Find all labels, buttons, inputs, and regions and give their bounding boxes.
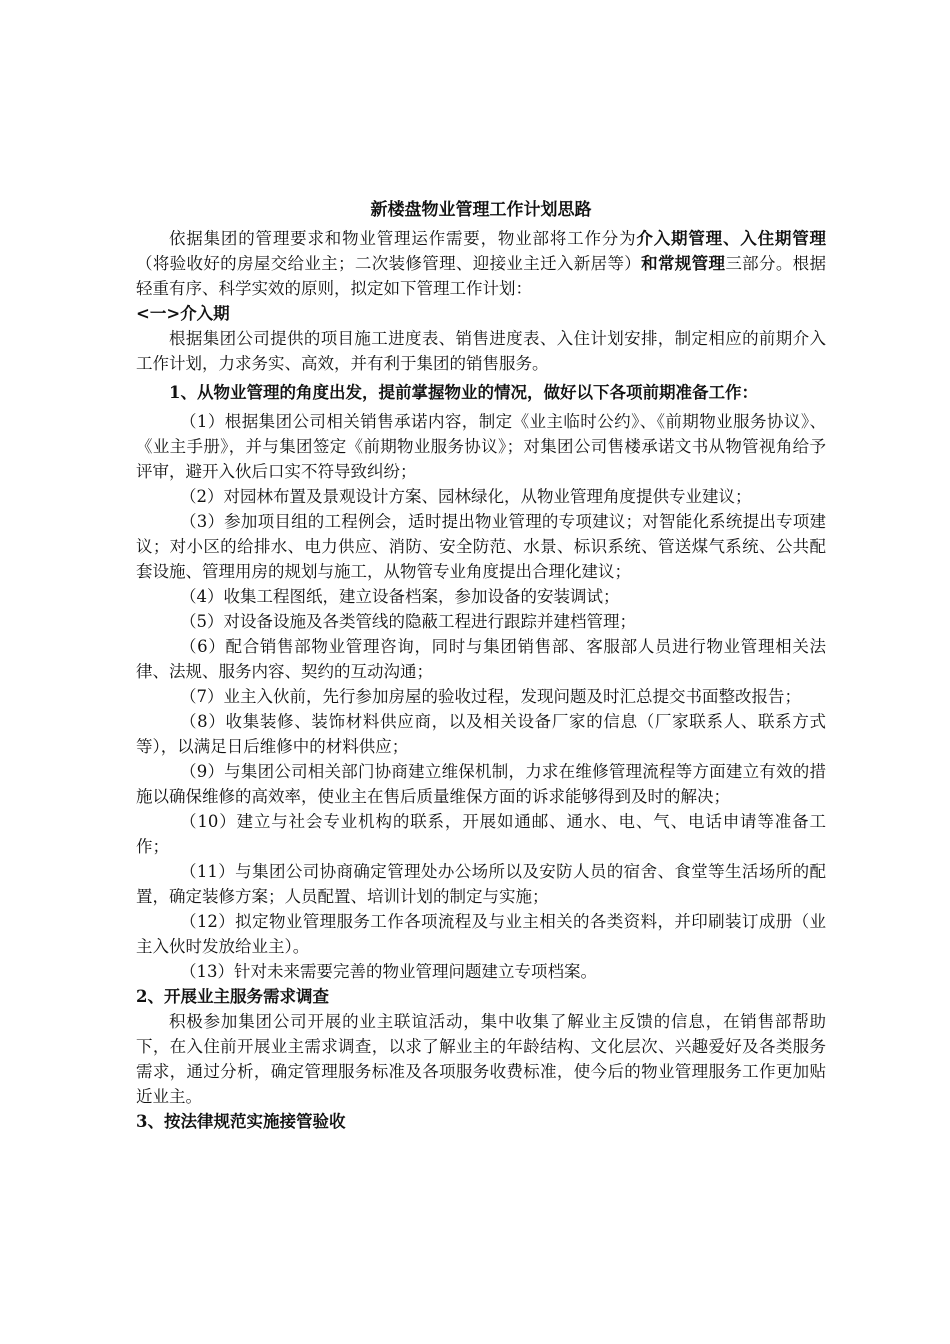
- list-item: （5）对设备设施及各类管线的隐蔽工程进行跟踪并建档管理；: [180, 612, 636, 631]
- preparation-list: [136, 409, 826, 984]
- list-item: （2）对园林布置及景观设计方案、园林绿化，从物业管理角度提供专业建议；: [180, 487, 752, 506]
- document-title: 新楼盘物业管理工作计划思路: [370, 200, 592, 220]
- list-item: （8）收集装修、装饰材料供应商，以及相关设备厂家的信息（厂家联系人、联系方式等），以满足日后维修中的材料供应；: [136, 712, 826, 756]
- list-item: （3）参加项目组的工程例会，适时提出物业管理的专项建议；对智能化系统提出专项建议；对小区的给排水、电力供应、消防、安全防范、水景、标识系统、管送煤气系统、公共配套设施、管理用房的规划与施工，从物管专业角度提出合理化建议；: [136, 512, 826, 581]
- list-item: （6）配合销售部物业管理咨询，同时与集团销售部、客服部人员进行物业管理相关法律、法规、服务内容、契约的互动沟通；: [136, 637, 826, 681]
- document-page: [136, 196, 826, 1134]
- list-item: （4）收集工程图纸，建立设备档案，参加设备的安装调试；: [180, 587, 620, 606]
- list-item: （10）建立与社会专业机构的联系，开展如通邮、通水、电、气、电话申请等准备工作；: [136, 812, 826, 856]
- list-item: （11）与集团公司协商确定管理处办公场所以及安防人员的宿舍、食堂等生活场所的配置，确定装修方案；人员配置、培训计划的制定与实施；: [136, 862, 826, 906]
- intro-text-2: （将验收好的房屋交给业主；二次装修管理、迎接业主迁入新居等）: [136, 254, 642, 273]
- intro-bold-1: 介入期管理、入住期管理: [636, 229, 827, 248]
- section-heading-intervention: <一>介入期: [136, 304, 230, 323]
- intro-paragraph: [136, 226, 826, 301]
- list-item: （12）拟定物业管理服务工作各项流程及与业主相关的各类资料，并印刷装订成册（业主入伙时发放给业主）。: [136, 912, 826, 956]
- list-item: （13）针对未来需要完善的物业管理问题建立专项档案。: [180, 962, 597, 981]
- subsection-heading-3: 3、按法律规范实施接管验收: [136, 1112, 346, 1131]
- list-item: （7）业主入伙前，先行参加房屋的验收过程，发现问题及时汇总提交书面整改报告；: [180, 687, 801, 706]
- intro-text-1: 依据集团的管理要求和物业管理运作需要，物业部将工作分为: [169, 229, 637, 248]
- list-item: （1）根据集团公司相关销售承诺内容，制定《业主临时公约》、《前期物业服务协议》、《业主手册》，并与集团签定《前期物业服务协议》；对集团公司售楼承诺文书从物管视角给予评审，避开入伙后口实不符导致纠纷；: [136, 412, 826, 481]
- subsection-heading-1: 1、从物业管理的角度出发，提前掌握物业的情况，做好以下各项前期准备工作：: [169, 383, 758, 402]
- list-item: （9）与集团公司相关部门协商建立维保机制，力求在维修管理流程等方面建立有效的措施以确保维修的高效率，使业主在售后质量维保方面的诉求能够得到及时的解决；: [136, 762, 826, 806]
- intro-text-3: 三部分。根据轻重有序、科学实效的原则，拟定如下管理工作计划：: [136, 254, 827, 298]
- section-intro-paragraph: 根据集团公司提供的项目施工进度表、销售进度表、入住计划安排，制定相应的前期介入工作计划，力求务实、高效，并有利于集团的销售服务。: [136, 329, 826, 373]
- survey-paragraph: 积极参加集团公司开展的业主联谊活动，集中收集了解业主反馈的信息，在销售部帮助下，在入住前开展业主需求调查，以求了解业主的年龄结构、文化层次、兴趣爱好及各类服务需求，通过分析，确定管理服务标准及各项服务收费标准，使今后的物业管理服务工作更加贴近业主。: [136, 1012, 826, 1106]
- intro-bold-2: 和常规管理: [641, 254, 726, 273]
- subsection-heading-2: 2、开展业主服务需求调查: [136, 987, 329, 1006]
